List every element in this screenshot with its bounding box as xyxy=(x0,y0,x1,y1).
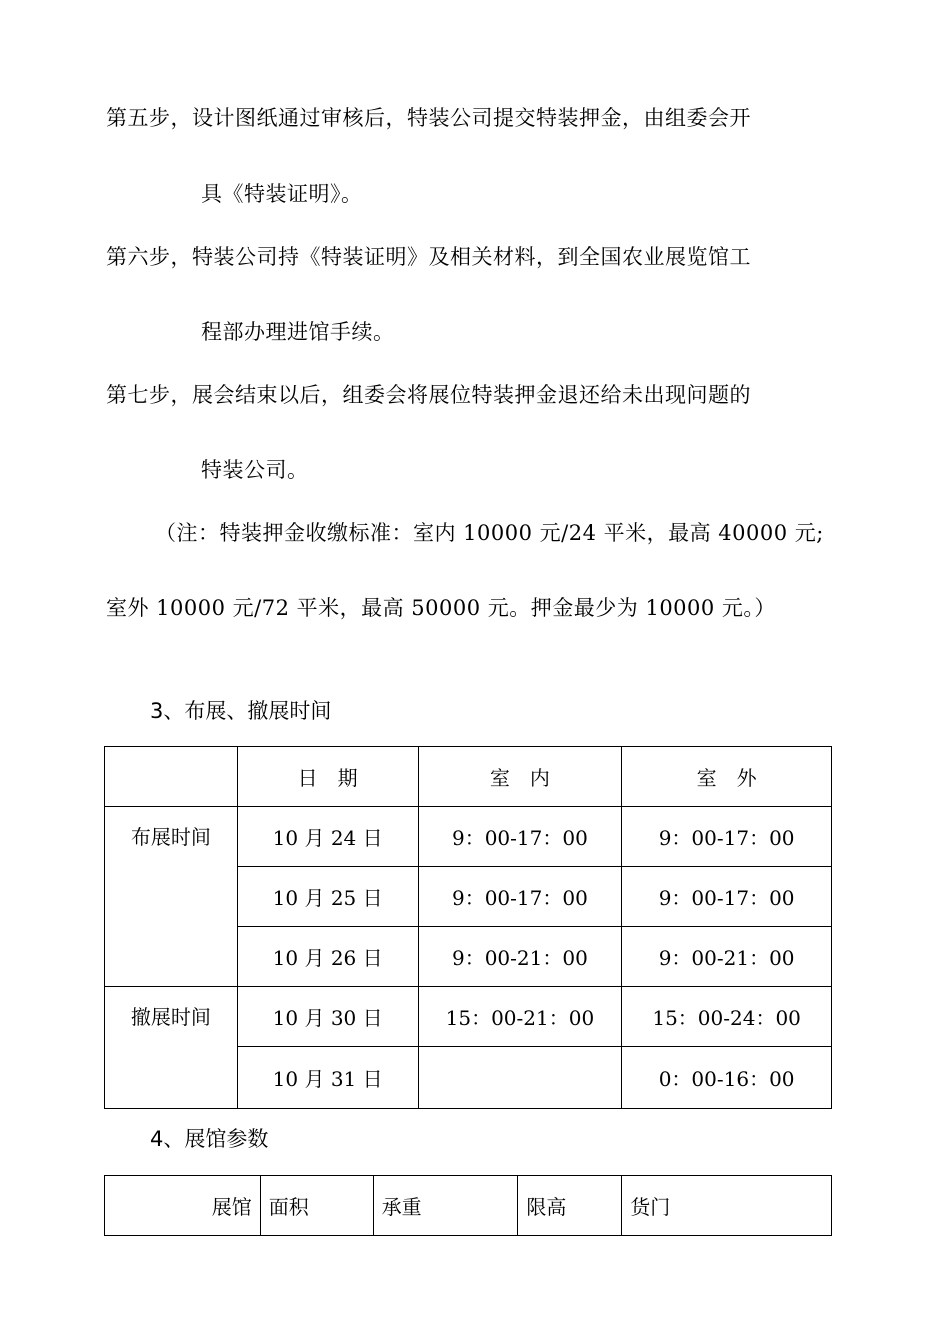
date-cell: 10 月 26 日 xyxy=(237,927,418,987)
header-cell-hall: 展馆 xyxy=(105,1176,261,1236)
header-cell-height-limit: 限高 xyxy=(518,1176,622,1236)
date-cell: 10 月 25 日 xyxy=(237,867,418,927)
table-header-row xyxy=(105,747,832,807)
section3-title: 3、布展、撤展时间 xyxy=(150,699,332,723)
date-cell: 10 月 30 日 xyxy=(237,987,418,1047)
step7-line1: 第七步，展会结束以后，组委会将展位特装押金退还给未出现问题的 xyxy=(106,383,751,407)
header-cell-cargo-door: 货门 xyxy=(622,1176,832,1236)
indoor-cell xyxy=(418,1047,622,1109)
step5-line1: 第五步，设计图纸通过审核后，特装公司提交特装押金，由组委会开 xyxy=(106,106,751,130)
step6-line1: 第六步，特装公司持《特装证明》及相关材料，到全国农业展览馆工 xyxy=(106,245,751,269)
table-header-row xyxy=(105,1176,832,1236)
step5-line2: 具《特装证明》。 xyxy=(201,182,363,206)
header-cell-area: 面积 xyxy=(260,1176,373,1236)
schedule-table xyxy=(104,746,832,1109)
note-line1: （注：特装押金收缴标准：室内 10000 元/24 平米，最高 40000 元; xyxy=(155,521,824,545)
date-cell: 10 月 31 日 xyxy=(237,1047,418,1109)
header-cell-outdoor: 室 外 xyxy=(622,747,832,807)
group-label-teardown: 撤展时间 xyxy=(105,987,238,1109)
indoor-cell: 9：00-17：00 xyxy=(418,807,622,867)
step7-line2: 特装公司。 xyxy=(201,458,309,482)
outdoor-cell: 9：00-21：00 xyxy=(622,927,832,987)
outdoor-cell: 9：00-17：00 xyxy=(622,867,832,927)
indoor-cell: 9：00-17：00 xyxy=(418,867,622,927)
outdoor-cell: 9：00-17：00 xyxy=(622,807,832,867)
table-row xyxy=(105,807,832,867)
group-label-setup: 布展时间 xyxy=(105,807,238,987)
venue-params-table xyxy=(104,1175,832,1236)
header-cell-date: 日 期 xyxy=(237,747,418,807)
header-cell-indoor: 室 内 xyxy=(418,747,622,807)
outdoor-cell: 0：00-16：00 xyxy=(622,1047,832,1109)
note-line2: 室外 10000 元/72 平米，最高 50000 元。押金最少为 10000 元。） xyxy=(106,596,776,620)
outdoor-cell: 15：00-24：00 xyxy=(622,987,832,1047)
indoor-cell: 9：00-21：00 xyxy=(418,927,622,987)
indoor-cell: 15：00-21：00 xyxy=(418,987,622,1047)
header-cell-empty xyxy=(105,747,238,807)
date-cell: 10 月 24 日 xyxy=(237,807,418,867)
header-cell-load: 承重 xyxy=(373,1176,518,1236)
table-row xyxy=(105,987,832,1047)
section4-title: 4、展馆参数 xyxy=(150,1127,269,1151)
step6-line2: 程部办理进馆手续。 xyxy=(201,320,395,344)
